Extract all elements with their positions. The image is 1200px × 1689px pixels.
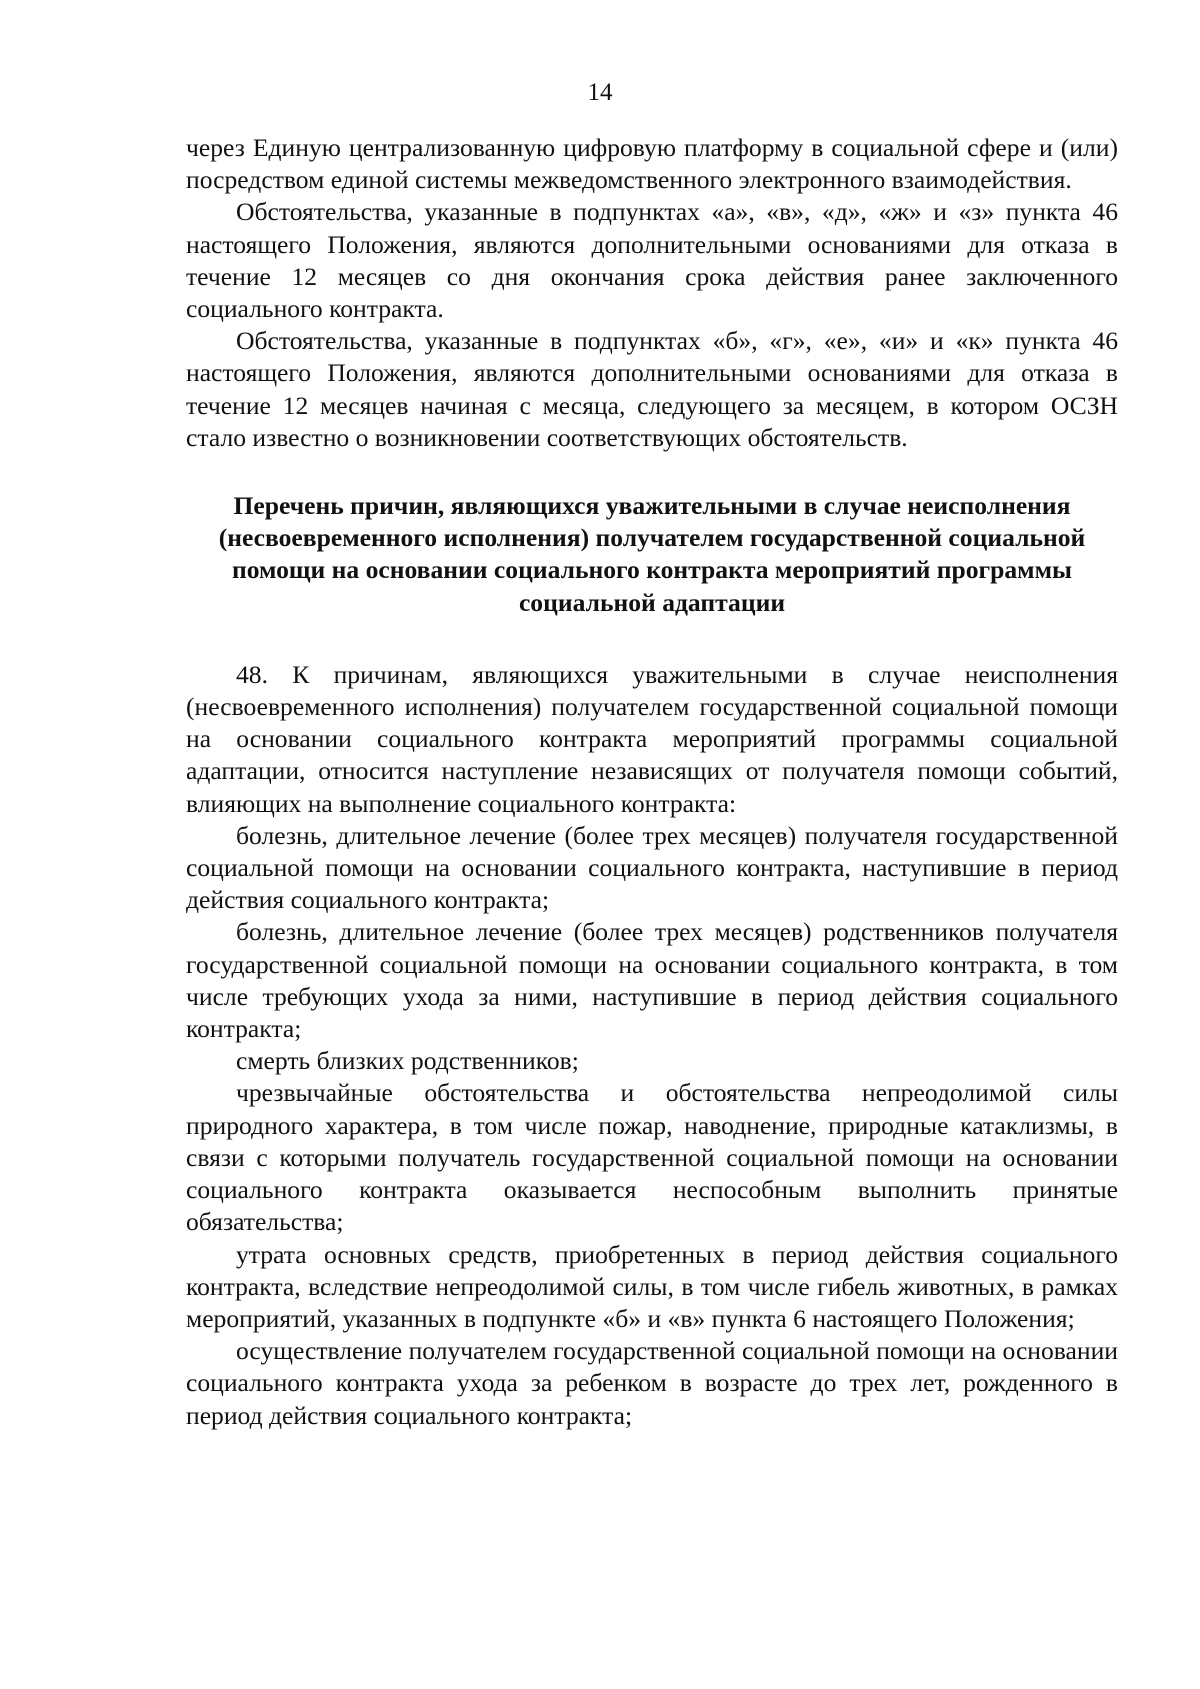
document-body: [186, 132, 1118, 1432]
paragraph-48: 48. К причинам, являющихся уважительными в случае неисполнения (несвоевременного исполнения) получателем государственной социальной помощи на основании социального контракта мероприятий программы социальной адаптации, относится наступление независящих от получателя помощи событий, влияющих на выполнение социального контракта:: [186, 659, 1118, 818]
list-item-death-relatives: смерть близких родственников;: [236, 1046, 579, 1076]
page-number: 14: [587, 79, 613, 106]
section-heading: Перечень причин, являющихся уважительными в случае неисполнения (несвоевременного исполнения) получателем государственной социальной помощи на основании социального контракта мероприятий программы социальной адаптации: [218, 491, 1086, 617]
list-item-childcare: осуществление получателем государственной социальной помощи на основании социального контракта ухода за ребенком в возрасте до трех лет, рожденного в период действия социального контракта;: [186, 1336, 1118, 1430]
list-item-illness-recipient: болезнь, длительное лечение (более трех месяцев) получателя государственной социальной помощи на основании социального контракта, наступившие в период действия социального контракта;: [186, 820, 1118, 915]
list-item-illness-relatives: болезнь, длительное лечение (более трех месяцев) родственников получателя государственной социальной помощи на основании социального контракта, в том числе требующих ухода за ними, наступившие в период действия социального контракта;: [186, 917, 1118, 1044]
list-item-loss-of-assets: утрата основных средств, приобретенных в период действия социального контракта, вследствие непреодолимой силы, в том числе гибель животных, в рамках мероприятий, указанных в подпункте «б» и «в» пункта 6 настоящего Положения;: [186, 1239, 1118, 1333]
list-item-force-majeure: чрезвычайные обстоятельства и обстоятельства непреодолимой силы природного характера, в том числе пожар, наводнение, природные катаклизмы, в связи с которыми получатель государственной социальной помощи на основании социального контракта оказывается неспособным выполнить принятые обязательства;: [186, 1078, 1118, 1237]
paragraph-refusal-grounds-2: Обстоятельства, указанные в подпунктах «б», «г», «е», «и» и «к» пункта 46 настоящего Положения, являются дополнительными основаниями для отказа в течение 12 месяцев начиная с месяца, следующего за месяцем, в котором ОСЗН стало известно о возникновении соответствующих обстоятельств.: [186, 326, 1118, 452]
paragraph-refusal-grounds-1: Обстоятельства, указанные в подпунктах «а», «в», «д», «ж» и «з» пункта 46 настоящего Положения, являются дополнительными основаниями для отказа в течение 12 месяцев со дня окончания срока действия ранее заключенного социального контракта.: [186, 197, 1118, 324]
paragraph-continuation: через Единую централизованную цифровую платформу в социальной сфере и (или) посредством единой системы межведомственного электронного взаимодействия.: [186, 133, 1118, 195]
